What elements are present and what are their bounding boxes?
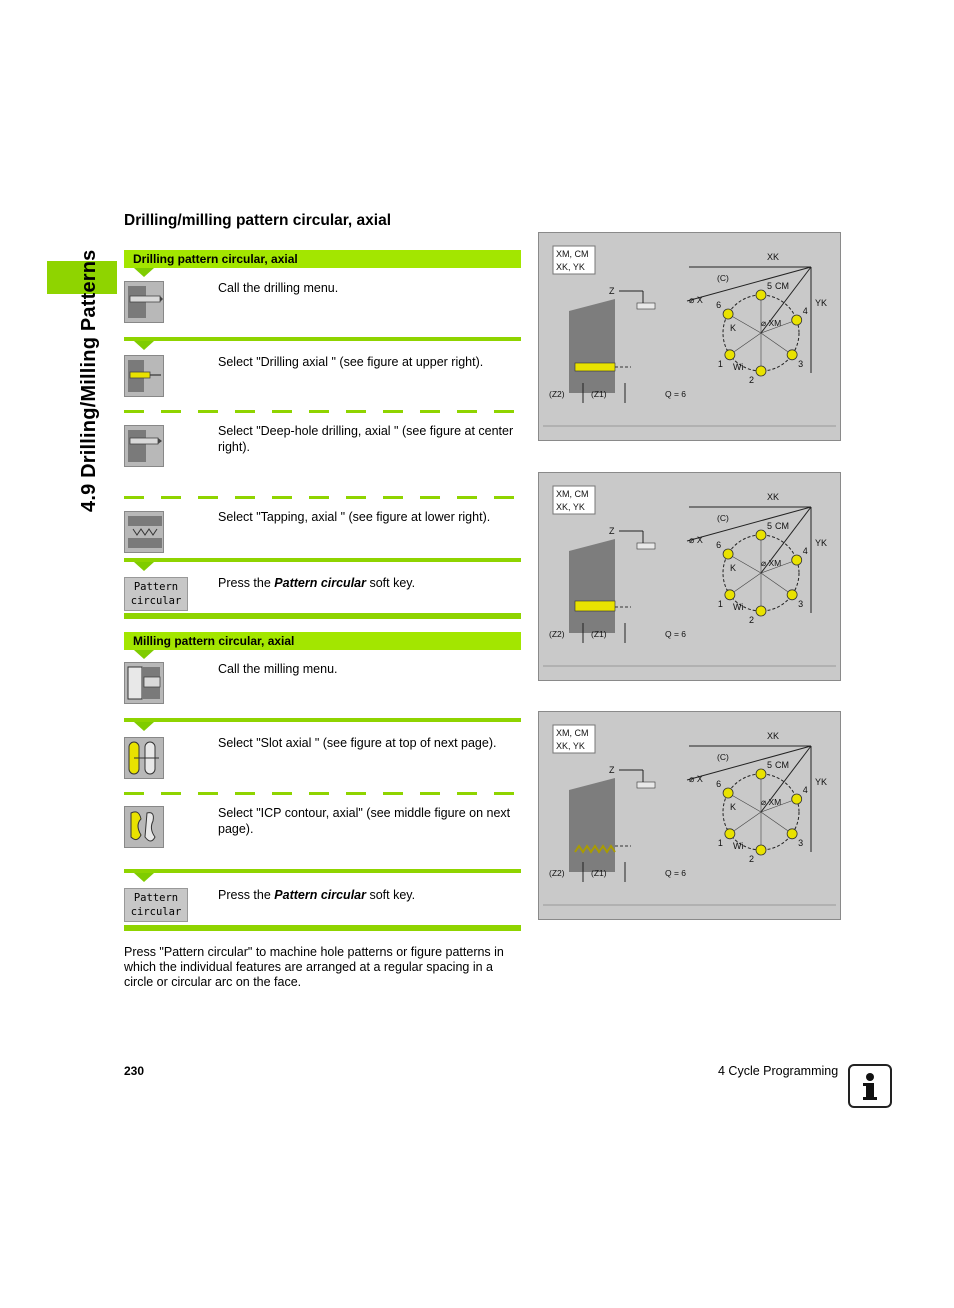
hole-1 <box>725 829 735 839</box>
hole-5 <box>756 530 766 540</box>
xk-label: XK <box>767 252 780 262</box>
xm-label: ⌀ XM <box>761 797 782 807</box>
yk-label: YK <box>815 298 828 308</box>
c-label: (C) <box>717 273 729 283</box>
wi-label: Wi <box>733 841 744 851</box>
x-label: ⌀ X <box>689 535 703 545</box>
c-label: (C) <box>717 513 729 523</box>
hole-number-6: 6 <box>716 779 722 789</box>
radius-line <box>730 812 761 834</box>
tapping-icon[interactable] <box>124 511 164 553</box>
z-label: Z <box>609 526 615 536</box>
hole-number-5: 5 <box>767 760 773 770</box>
step-arrow <box>134 268 154 277</box>
separator <box>124 337 521 341</box>
pattern-circular-softkey[interactable]: Pattern circular <box>124 577 188 611</box>
k-label: K <box>730 563 737 573</box>
tool-icon <box>637 543 655 549</box>
z1-label: (Z1) <box>591 868 607 878</box>
hole-number-3: 3 <box>798 598 804 609</box>
dashed-separator <box>124 410 521 413</box>
label-box-line-2: XK, YK <box>556 741 585 751</box>
z2-label: (Z2) <box>549 389 565 399</box>
label-box-line-1: XM, CM <box>556 489 589 499</box>
hole-number-6: 6 <box>716 300 722 310</box>
hole-6 <box>723 309 733 319</box>
x-line <box>687 746 811 780</box>
x-line <box>687 507 811 541</box>
step-text: Call the milling menu. <box>218 662 338 676</box>
radius-line <box>761 812 792 834</box>
tool-icon <box>637 303 655 309</box>
step-text: Select "ICP contour, axial" (see middle figure on next page). <box>218 806 511 836</box>
hole-4 <box>792 794 802 804</box>
tool-icon <box>637 782 655 788</box>
wi-label: Wi <box>733 602 744 612</box>
deep-hole-icon[interactable] <box>124 425 164 467</box>
workpiece <box>569 299 615 393</box>
radius-line <box>761 573 792 595</box>
separator <box>124 869 521 873</box>
workpiece <box>569 778 615 872</box>
z1-label: (Z1) <box>591 389 607 399</box>
dashed-separator <box>124 792 521 795</box>
z2-label: (Z2) <box>549 629 565 639</box>
radius-line <box>730 573 761 595</box>
k-label: K <box>730 802 737 812</box>
z2-label: (Z2) <box>549 868 565 878</box>
yk-label: YK <box>815 538 828 548</box>
separator <box>124 718 521 722</box>
z-label: Z <box>609 765 615 775</box>
step-arrow <box>134 650 154 659</box>
xk-label: XK <box>767 492 780 502</box>
drilling-pattern-bar: Drilling pattern circular, axial <box>124 250 521 268</box>
hole-number-6: 6 <box>716 540 722 550</box>
hole-number-1: 1 <box>717 837 723 848</box>
hole-number-5: 5 <box>767 521 773 531</box>
x-line <box>687 267 811 301</box>
hole-number-1: 1 <box>717 598 723 609</box>
hole-number-2: 2 <box>749 615 755 625</box>
xm-label: ⌀ XM <box>761 318 782 328</box>
hole-number-2: 2 <box>749 375 755 385</box>
step-text: Select "Drilling axial " (see figure at upper right). <box>218 355 484 369</box>
milling-pattern-bar: Milling pattern circular, axial <box>124 632 521 650</box>
step-arrow <box>134 722 154 731</box>
c-label: (C) <box>717 752 729 762</box>
hole-number-5: 5 <box>767 281 773 291</box>
radius-line <box>761 333 792 355</box>
figure-deep-hole-drilling <box>538 472 841 681</box>
drill-hole <box>575 363 615 371</box>
z-label: Z <box>609 286 615 296</box>
x-label: ⌀ X <box>689 774 703 784</box>
hole-number-3: 3 <box>798 358 804 369</box>
label-box-line-2: XK, YK <box>556 262 585 272</box>
step-text: Call the drilling menu. <box>218 281 339 295</box>
q-label: Q = 6 <box>665 629 687 639</box>
hole-5 <box>756 290 766 300</box>
step-arrow <box>134 341 154 350</box>
hole-1 <box>725 350 735 360</box>
icp-contour-icon[interactable] <box>124 806 164 848</box>
step-arrow <box>134 873 154 882</box>
hole-number-1: 1 <box>717 358 723 369</box>
deep-hole <box>575 601 615 611</box>
step-text: Select "Slot axial " (see figure at top of next page). <box>218 736 497 750</box>
hole-number-4: 4 <box>802 546 808 557</box>
wi-label: Wi <box>733 362 744 372</box>
label-box-line-1: XM, CM <box>556 249 589 259</box>
section-heading: Drilling/milling pattern circular, axial <box>124 212 392 229</box>
pattern-circular-softkey[interactable]: Pattern circular <box>124 888 188 922</box>
hole-number-2: 2 <box>749 854 755 864</box>
hole-5 <box>756 769 766 779</box>
label-box-line-1: XM, CM <box>556 728 589 738</box>
step-text: Select "Deep-hole drilling, axial " (see figure at center right). <box>218 424 514 454</box>
separator <box>124 613 521 619</box>
cm-label: CM <box>775 760 789 770</box>
hole-6 <box>723 549 733 559</box>
press-softkey-text: Press the Pattern circular soft key. <box>218 888 416 902</box>
cm-label: CM <box>775 521 789 531</box>
page-number: 230 <box>124 1064 145 1078</box>
press-softkey-text: Press the Pattern circular soft key. <box>218 576 416 590</box>
figure-tapping <box>538 711 841 920</box>
q-label: Q = 6 <box>665 389 687 399</box>
hole-number-4: 4 <box>802 306 808 317</box>
label-box-line-2: XK, YK <box>556 502 585 512</box>
z1-label: (Z1) <box>591 629 607 639</box>
k-label: K <box>730 323 737 333</box>
info-icon <box>848 1064 892 1108</box>
hole-6 <box>723 788 733 798</box>
hole-number-4: 4 <box>802 785 808 796</box>
x-label: ⌀ X <box>689 295 703 305</box>
hole-3 <box>787 829 797 839</box>
separator <box>124 925 521 931</box>
hole-4 <box>792 555 802 565</box>
xk-label: XK <box>767 731 780 741</box>
drill-axial-icon[interactable] <box>124 355 164 397</box>
separator <box>124 558 521 562</box>
workpiece <box>569 539 615 633</box>
hole-2 <box>756 606 766 616</box>
radius-line <box>730 333 761 355</box>
cm-label: CM <box>775 281 789 291</box>
hole-number-3: 3 <box>798 837 804 848</box>
q-label: Q = 6 <box>665 868 687 878</box>
figure-drilling-axial <box>538 232 841 441</box>
step-arrow <box>134 562 154 571</box>
drilling-menu-icon[interactable] <box>124 281 164 323</box>
yk-label: YK <box>815 777 828 787</box>
chapter-title: 4 Cycle Programming <box>718 1064 839 1078</box>
milling-menu-icon[interactable] <box>124 662 164 704</box>
xm-label: ⌀ XM <box>761 558 782 568</box>
dashed-separator <box>124 496 521 499</box>
description-paragraph: Press "Pattern circular" to machine hole patterns or figure patterns in which the individual features are arranged at a regular spacing in a circle or circular arc on the face. <box>124 945 504 989</box>
hole-4 <box>792 315 802 325</box>
hole-3 <box>787 350 797 360</box>
step-text: Select "Tapping, axial " (see figure at lower right). <box>218 510 491 524</box>
hole-3 <box>787 590 797 600</box>
hole-2 <box>756 845 766 855</box>
hole-1 <box>725 590 735 600</box>
hole-2 <box>756 366 766 376</box>
slot-icon[interactable] <box>124 737 164 779</box>
